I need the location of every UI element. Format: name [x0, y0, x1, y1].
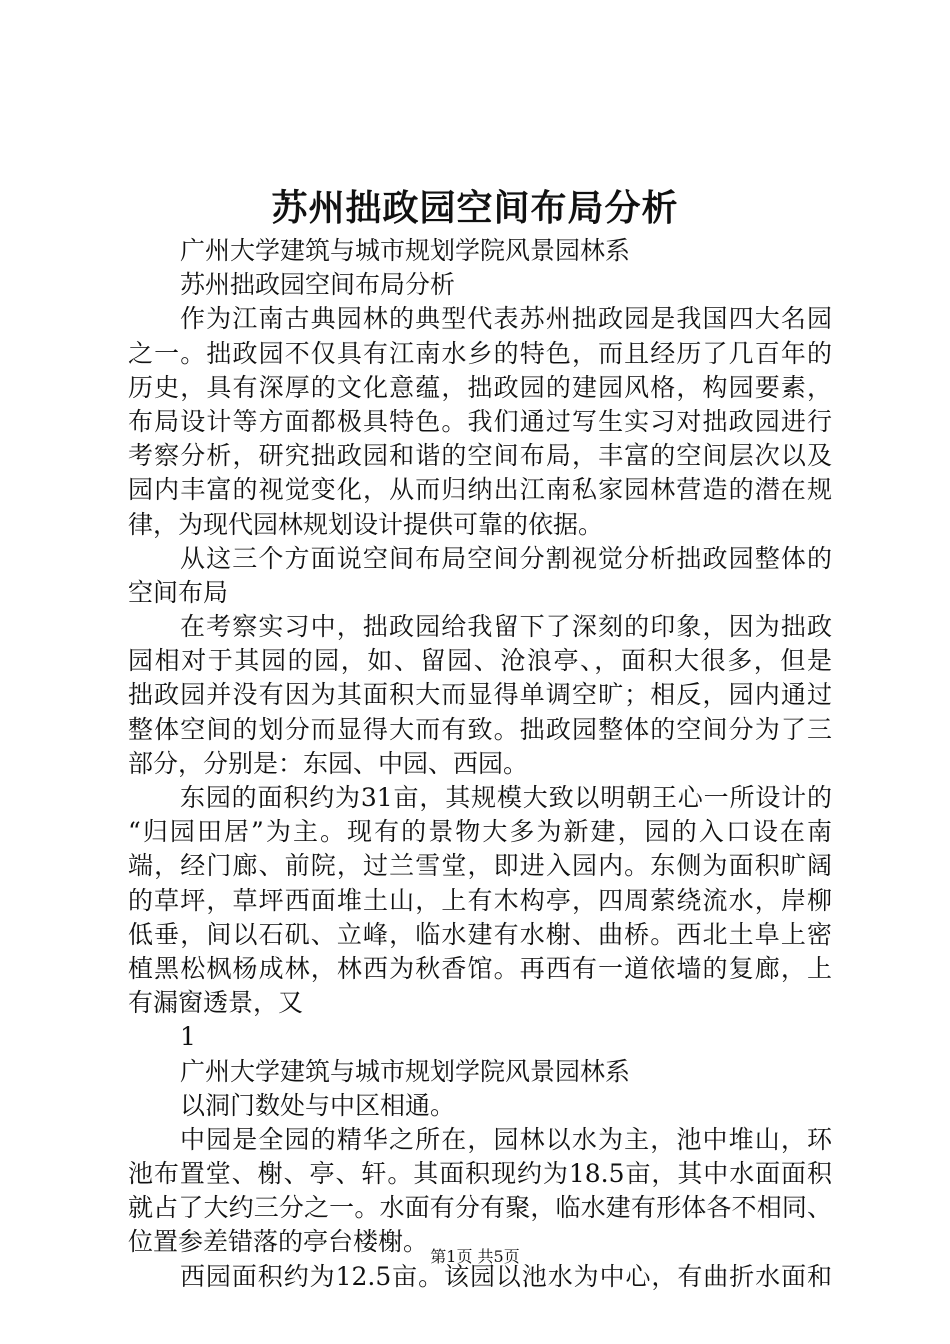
- text-line: 中园是全园的精华之所在，园林以水为主，池中堆山，环: [180, 1124, 832, 1154]
- text-line: 植黑松枫杨成林，林西为秋香馆。再西有一道依墙的复廊，上: [128, 953, 832, 983]
- text-line: 从这三个方面说空间布局空间分割视觉分析拙政园整体的: [180, 543, 832, 573]
- text-line: 考察分析，研究拙政园和谐的空间布局，丰富的空间层次以及: [128, 441, 832, 471]
- text-line: 之一。拙政园不仅具有江南水乡的特色，而且经历了几百年的: [128, 338, 832, 368]
- text-line: 历史，具有深厚的文化意蕴，拙政园的建园风格，构园要素，: [128, 372, 832, 402]
- text-line: 端，经门廊、前院，过兰雪堂，即进入园内。东侧为面积旷阔: [128, 851, 832, 881]
- text-line: 西园面积约为12.5亩。该园以池水为中心，有曲折水面和: [180, 1261, 832, 1291]
- text-line: 空间布局: [128, 577, 229, 607]
- text-line: 广州大学建筑与城市规划学院风景园林系: [180, 1056, 631, 1086]
- text-line: 在考察实习中，拙政园给我留下了深刻的印象，因为拙政: [180, 612, 832, 642]
- text-line: 有漏窗透景，又: [128, 988, 304, 1018]
- text-line: 池布置堂、榭、亭、轩。其面积现约为18.5亩，其中水面面积: [128, 1159, 832, 1189]
- text-line: 广州大学建筑与城市规划学院风景园林系: [180, 236, 631, 265]
- text-line: 拙政园并没有因为其面积大而显得单调空旷；相反，园内通过: [128, 680, 832, 710]
- text-line: 整体空间的划分而显得大而有致。拙政园整体的空间分为了三: [128, 714, 832, 744]
- text-line: 东园的面积约为31亩，其规模大致以明朝王心一所设计的: [180, 783, 832, 812]
- text-line: 律，为现代园林规划设计提供可靠的依据。: [128, 509, 604, 539]
- document-title: 苏州拙政园空间布局分析: [271, 187, 679, 229]
- text-line: 布局设计等方面都极具特色。我们通过写生实习对拙政园进行: [128, 406, 832, 436]
- text-line: “归园田居”为主。现有的景物大多为新建，园的入口设在南: [128, 817, 832, 847]
- text-line: 1: [180, 1022, 196, 1052]
- page-footer: 第1页 共5页: [430, 1247, 520, 1266]
- text-line: 园内丰富的视觉变化，从而归纳出江南私家园林营造的潜在规: [128, 475, 832, 505]
- text-line: 的草坪，草坪西面堆土山，上有木构亭，四周萦绕流水，岸柳: [128, 885, 832, 915]
- text-line: 苏州拙政园空间布局分析: [180, 270, 456, 300]
- text-line: 位置参差错落的亭台楼榭。: [128, 1227, 429, 1257]
- text-line: 低垂，间以石矶、立峰，临水建有水榭、曲桥。西北土阜上密: [128, 919, 832, 949]
- document-body: [128, 234, 832, 1294]
- text-line: 以洞门数处与中区相通。: [180, 1090, 456, 1120]
- text-line: 园相对于其园的园，如、留园、沧浪亭、，面积大很多，但是: [128, 646, 832, 676]
- text-line: 作为江南古典园林的典型代表苏州拙政园是我国四大名园: [180, 304, 832, 334]
- text-line: 就占了大约三分之一。水面有分有聚，临水建有形体各不相同、: [128, 1193, 832, 1223]
- text-line: 部分，分别是：东园、中园、西园。: [128, 748, 529, 778]
